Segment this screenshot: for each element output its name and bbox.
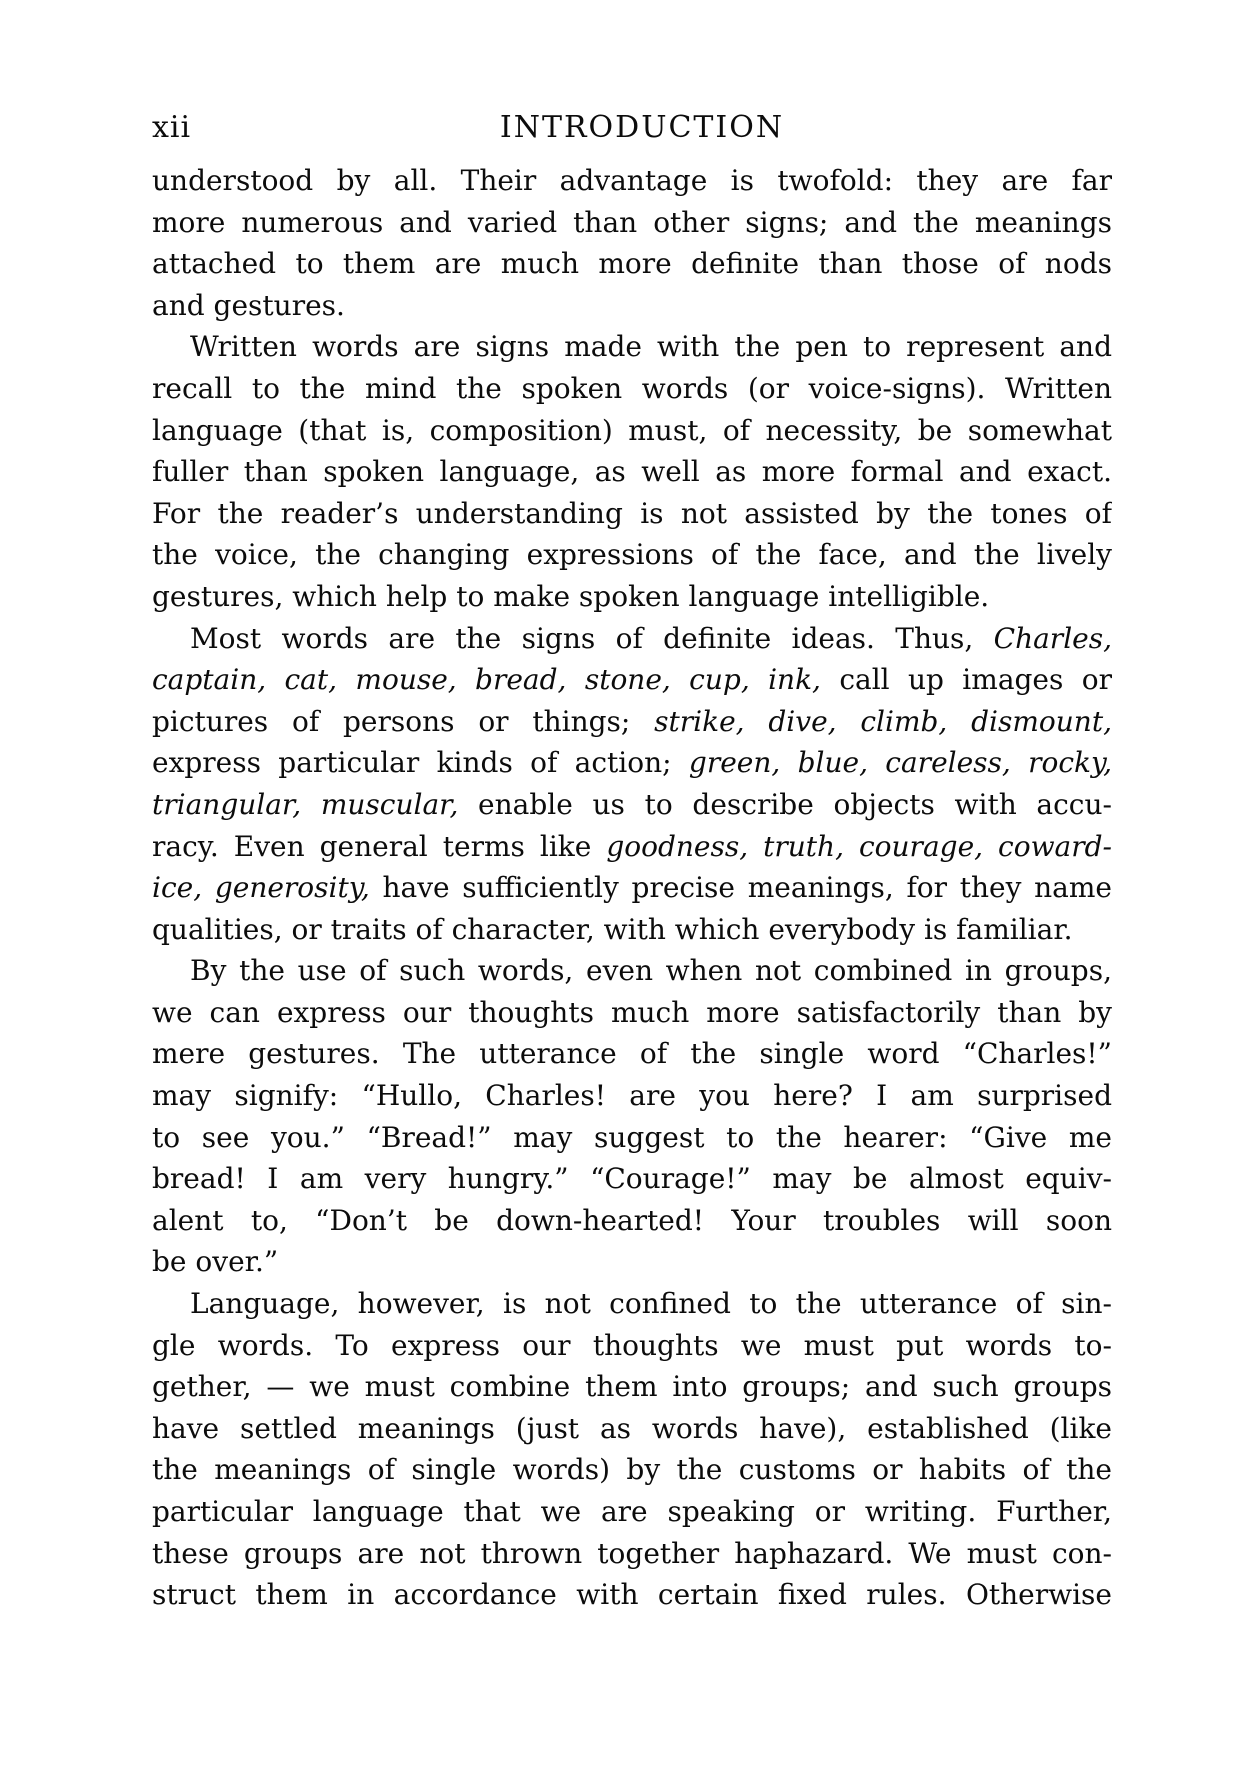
text-line: Language, however, is not confined to the utterance of sin- — [190, 1287, 1112, 1321]
text-line: alent to, “Don’t be down-hearted! Your troubles will soon — [152, 1203, 1112, 1237]
text-line: and gestures. — [152, 288, 345, 322]
body-text — [152, 160, 1112, 1616]
page-header — [152, 100, 1112, 160]
text-line: particular language that we are speaking or writing. Further, — [152, 1495, 1112, 1528]
book-page — [152, 100, 1112, 1616]
text-line: mere gestures. The utterance of the single word “Charles!” — [152, 1037, 1112, 1071]
text-line: express particular kinds of action; green, blue, careless, rocky, — [152, 746, 1112, 780]
text-line: more numerous and varied than other signs; and the meanings — [152, 205, 1112, 239]
text-line: attached to them are much more definite than those of nods — [152, 247, 1112, 281]
text-line: be over.” — [152, 1245, 279, 1279]
paragraph-4 — [152, 950, 1112, 1283]
paragraph-2 — [152, 326, 1112, 617]
text-line: gestures, which help to make spoken language intelligible. — [152, 579, 990, 613]
text-line: captain, cat, mouse, bread, stone, cup, ink, call up images or — [152, 663, 1112, 697]
text-line: to see you.” “Bread!” may suggest to the hearer: “Give me — [152, 1120, 1112, 1154]
text-line: struct them in accordance with certain fixed rules. Otherwise — [152, 1578, 1112, 1612]
text-line: the voice, the changing expressions of the face, and the lively — [152, 538, 1112, 572]
paragraph-3 — [152, 618, 1112, 951]
text-line: qualities, or traits of character, with which everybody is familiar. — [152, 912, 1073, 946]
text-line: For the reader’s understanding is not assisted by the tones of — [152, 496, 1112, 530]
text-line: racy. Even general terms like goodness, truth, courage, coward- — [152, 829, 1112, 863]
text-line: By the use of such words, even when not combined in groups, — [190, 954, 1112, 988]
page-number: xii — [152, 110, 192, 145]
text-line: may signify: “Hullo, Charles! are you here? I am surprised — [152, 1079, 1112, 1113]
text-line: we can express our thoughts much more satisfactorily than by — [152, 995, 1112, 1029]
paragraph-5 — [152, 1283, 1112, 1616]
text-line: recall to the mind the spoken words (or voice-signs). Written — [152, 371, 1112, 405]
text-line: language (that is, composition) must, of necessity, be somewhat — [152, 413, 1112, 447]
text-line: triangular, muscular, enable us to describe objects with accu- — [152, 787, 1112, 821]
text-line: the meanings of single words) by the customs or habits of the — [152, 1453, 1112, 1487]
text-line: bread! I am very hungry.” “Courage!” may be almost equiv- — [152, 1162, 1112, 1196]
text-line: have settled meanings (just as words have), established (like — [152, 1411, 1112, 1445]
text-line: gether, — we must combine them into groups; and such groups — [152, 1370, 1112, 1404]
paragraph-1 — [152, 160, 1112, 326]
text-line: ice, generosity, have sufficiently precise meanings, for they name — [152, 871, 1112, 905]
running-head: INTRODUCTION — [499, 110, 785, 145]
text-line: these groups are not thrown together haphazard. We must con- — [152, 1536, 1112, 1570]
text-line: understood by all. Their advantage is twofold: they are far — [152, 164, 1112, 197]
text-line: Most words are the signs of definite ideas. Thus, Charles, — [190, 621, 1112, 655]
text-line: fuller than spoken language, as well as more formal and exact. — [152, 455, 1112, 489]
text-line: Written words are signs made with the pen to represent and — [190, 330, 1112, 364]
text-line: gle words. To express our thoughts we must put words to- — [152, 1328, 1112, 1362]
text-line: pictures of persons or things; strike, dive, climb, dismount, — [152, 704, 1112, 738]
